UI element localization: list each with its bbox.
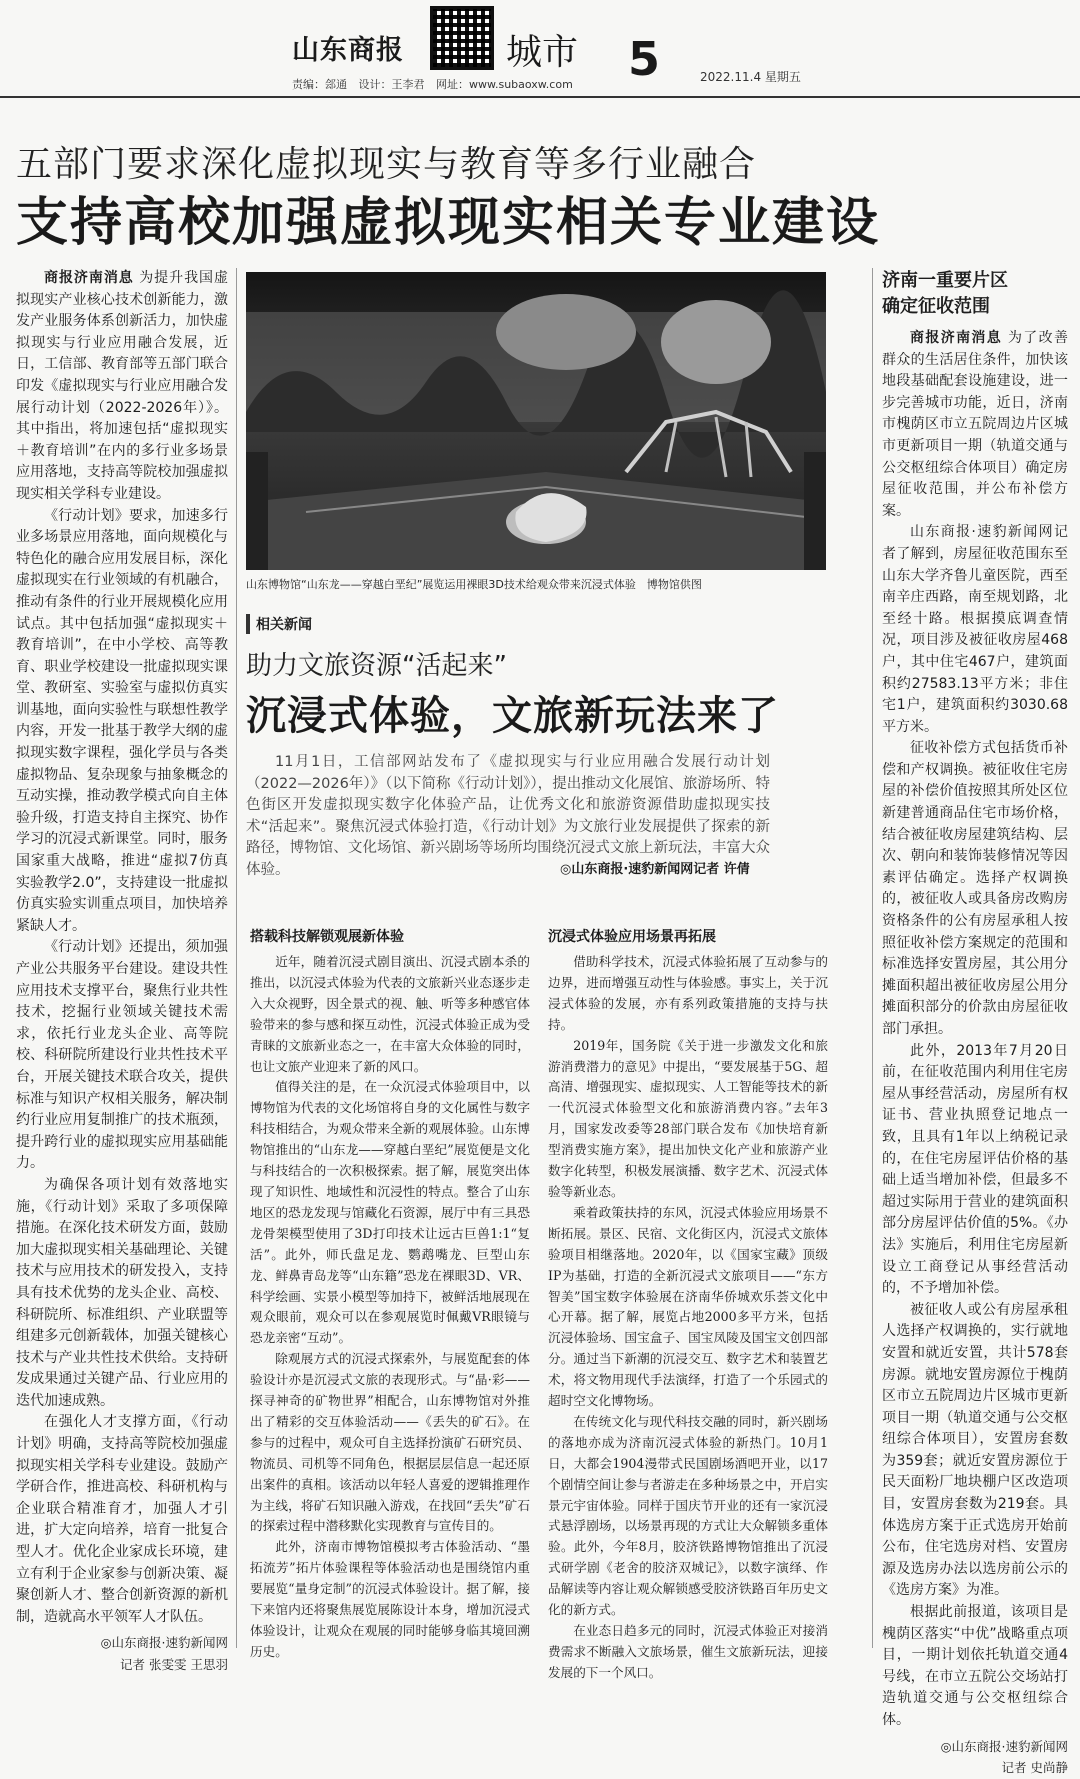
qr-code-icon xyxy=(430,6,494,70)
article-paragraph: 山东商报·速豹新闻网记者了解到，房屋征收范围东至山东大学齐鲁儿童医院，西至南辛庄西路，南至规划路，北至经十路。根据摸底调查情况，项目涉及被征收房屋468户，其中住宅467户，建筑面积约27583.13平方米；非住宅1户，建筑面积约3030.68平方米。 xyxy=(882,524,1068,735)
right-title-line: 确定征收范围 xyxy=(882,296,990,317)
editor-credit: 责编：郐通 xyxy=(292,78,347,91)
byline-outlet: ◎山东商报·速豹新闻网 xyxy=(100,1635,228,1651)
website-url: 网址：www.subaoxw.com xyxy=(436,78,573,91)
byline-outlet: ◎山东商报·速豹新闻网 xyxy=(940,1738,1068,1754)
main-headline: 支持高校加强虚拟现实相关专业建设 xyxy=(16,193,881,253)
byline-reporters: 记者 史尚静 xyxy=(1001,1760,1068,1776)
photo-caption: 山东博物馆“山东龙——穿越白垩纪”展览运用裸眼3D技术给观众带来沉浸式体验 博物馆供图 xyxy=(246,578,702,591)
article-paragraph: 近年，随着沉浸式剧目演出、沉浸式剧本杀的推出，以沉浸式体验为代表的文旅新兴业态逐步走入大众视野，因全景式的视、触、听等多种感官体验带来的参与感和探互动性，沉浸式体验正成为受青睐的文旅新业态之一，在丰富大众体验的同时，也让文旅产业迎来了新的风口。 xyxy=(250,954,530,1074)
article-paragraph: 此外，2013年7月20日前，在征收范围内利用住宅房屋从事经营活动，房屋所有权证书、营业执照登记地点一致，且具有1年以上纳税记录的，在住宅房屋评估价格的基础上适当增加补偿，但最多不超过实际用于营业的建筑面积部分房屋评估价值的5%。《办法》实施后，利用住宅房屋新设立工商登记从事经营活动的，不予增加补偿。 xyxy=(882,1042,1068,1297)
section-title: 城市 xyxy=(506,32,579,73)
related-column-b xyxy=(548,952,828,1680)
related-kicker: 助力文旅资源“活起来” xyxy=(246,651,507,681)
related-column-a xyxy=(250,952,530,1659)
right-title-line: 济南一重要片区 xyxy=(882,270,1008,291)
newspaper-logo: 山东商报 xyxy=(292,35,404,66)
related-news-label: 相关新闻 xyxy=(246,614,312,634)
main-kicker: 五部门要求深化虚拟现实与教育等多行业融合 xyxy=(16,144,757,185)
lead-tag: 商报济南消息 xyxy=(910,330,1003,346)
right-article xyxy=(882,268,1069,1776)
article-paragraph: 被征收人或公有房屋承租人选择产权调换的，实行就地安置和就近安置，共计578套房源。就地安置房源位于槐荫区市立五院周边片区城市更新项目一期（轨道交通与公交枢纽综合体项目），安置房套数为359套；就近安置房源位于民天面粉厂地块棚户区改造项目，安置房套数为219套。具体选房方案于正式选房开始前公布，住宅选房对档、安置房源及选房办法以选房前公示的《选房方案》为准。 xyxy=(882,1301,1068,1599)
right-article-title xyxy=(882,268,1068,320)
byline xyxy=(882,1736,1068,1779)
section-a-title: 搭载科技解锁观展新体验 xyxy=(250,929,404,945)
article-paragraph: 借助科学技术，沉浸式体验拓展了互动参与的边界，进而增强互动性与体验感。事实上，关于沉浸式体验的发展，亦有系列政策措施的支持与扶持。 xyxy=(548,954,828,1032)
article-paragraph: 值得关注的是，在一众沉浸式体验项目中，以博物馆为代表的文化场馆将自身的文化属性与数字科技相结合，为观众带来全新的观展体验。山东博物馆推出的“山东龙——穿越白垩纪”展览便是文化与科技结合的一次积极探索。据了解，展览突出体现了知识性、地域性和沉浸性的特点。整合了山东地区的恐龙发现与馆藏化石资源，展厅中有三具恐龙骨架模型使用了3D打印技术让远古巨兽1:1“复活”。此外，师氏盘足龙、鹦鹉嘴龙、巨型山东龙、鲜鼻青岛龙等“山东籍”恐龙在裸眼3D、VR、科学绘画、实景小模型等加持下，被鲜活地展现在观众眼前，观众可以在参观展览时佩戴VR眼镜与恐龙亲密“互动”。 xyxy=(250,1079,530,1346)
byline-reporters: 记者 张雯雯 王思羽 xyxy=(120,1657,228,1672)
article-paragraph: 2019年，国务院《关于进一步激发文化和旅游消费潜力的意见》中提出，“要发展基于5G、超高清、增强现实、虚拟现实、人工智能等技术的新一代沉浸式体验型文化和旅游消费内容。”去年3月，国家发改委等28部门联合发布《加快培育新型消费实施方案》，提出加快文化产业和旅游产业数字化转型，积极发展演播、数字艺术、沉浸式体验等新业态。 xyxy=(548,1037,828,1199)
issue-date: 2022.11.4 星期五 xyxy=(700,70,801,84)
main-article xyxy=(16,268,229,1672)
article-paragraph: 征收补偿方式包括货币补偿和产权调换。被征收住宅房屋的补偿价值按照其所处区位新建普通商品住宅市场价格，结合被征收房屋建筑结构、层次、朝向和装饰装修情况等因素评估确定。选择产权调换的，被征收人或具备房改购房资格条件的公有房屋承租人按照征收补偿方案规定的范围和标准选择安置房屋，其公用分摊面积超出被征收房屋公用分摊面积部分的价款由房屋征收部门承担。 xyxy=(882,740,1068,1037)
article-paragraph: 为确保各项计划有效落地实施，《行动计划》采取了多项保障措施。在深化技术研发方面，鼓励加大虚拟现实相关基础理论、关键技术与应用技术的研发投入，支持具有技术优势的龙头企业、高校、科研院所、标准组织、产业联盟等组建多元创新载体，加强关键核心技术与产业共性技术供给。支持研发成果通过关键产品、行业应用的迭代加速成熟。 xyxy=(16,1176,228,1409)
article-paragraph: 为了改善群众的生活居住条件，加快该地段基础配套设施建设，进一步完善城市功能，近日，济南市槐荫区市立五院周边片区城市更新项目一期（轨道交通与公交枢纽综合体项目）确定房屋征收范围，并公布补偿方案。 xyxy=(882,330,1069,519)
masthead-rule xyxy=(0,96,1080,98)
article-paragraph: 《行动计划》还提出，须加强产业公共服务平台建设。建设共性应用技术支撑平台，聚焦行业共性技术，挖掘行业领域关键技术需求，依托行业龙头企业、高等院校、科研院所建设行业共性技术平台，开展关键技术联合攻关，提供标准与知识产权相关服务，解决制约行业应用复制推广的技术瓶颈，提升跨行业的虚拟现实应用基础能力。 xyxy=(16,939,228,1172)
lead-tag: 商报济南消息 xyxy=(44,270,134,286)
section-b-title: 沉浸式体验应用场景再拓展 xyxy=(548,929,716,945)
article-paragraph: 在传统文化与现代科技交融的同时，新兴剧场的落地亦成为济南沉浸式体验的新热门。10月1日，大都会1904漫带式民国剧场酒吧开业，以17个剧情空间让参与者游走在多种场景之中，开启实景元宇宙体验。同样于国庆节开业的还有一家沉浸式悬浮剧场，以场景再现的方式让大众解锁多重体验。此外，今年8月，胶济铁路博物馆推出了沉浸式研学剧《老舍的胶济双城记》，以数字演绎、作品解读等内容让观众解锁感受胶济铁路百年历史文化的新方式。 xyxy=(548,1413,828,1618)
page-number: 5 xyxy=(628,32,661,86)
museum-photo xyxy=(246,272,826,570)
related-byline: ◎山东商报·速豹新闻网记者 许倩 xyxy=(560,862,750,877)
column-divider xyxy=(872,268,873,1648)
byline xyxy=(16,1632,228,1675)
article-paragraph: 乘着政策扶持的东风，沉浸式体验应用场景不断拓展。景区、民宿、文化街区内，沉浸式文旅体验项目相继落地。2020年，以《国家宝藏》顶级IP为基础，打造的全新沉浸式文旅项目——“东方智美”国宝数字体验展在济南华侨城欢乐荟文化中心开幕。据了解，展览占地2000多平方米，包括沉浸体验场、国宝盒子、国宝凤陵及国宝文创四部分。通过当下新潮的沉浸交互、数字艺术和装置艺术，将文物用现代手法演绎，打造了一个乐园式的超时空文化博物场。 xyxy=(548,1204,828,1409)
article-paragraph: 根据此前报道，该项目是槐荫区落实“中优”战略重点项目，一期计划依托轨道交通4号线，在市立五院公交场站打造轨道交通与公交枢纽综合体。 xyxy=(882,1604,1068,1728)
masthead-meta xyxy=(292,76,581,92)
article-paragraph: 为提升我国虚拟现实产业核心技术创新能力，激发产业服务体系创新活力，加快虚拟现实与行业应用融合发展，近日，工信部、教育部等五部门联合印发《虚拟现实与行业应用融合发展行动计划（2022-2026年）》。其中指出，将加速包括“虚拟现实＋教育培训”在内的多行业多场景应用落地，支持高等院校加强虚拟现实相关学科专业建设。 xyxy=(16,270,229,502)
related-headline: 沉浸式体验，文旅新玩法来了 xyxy=(246,693,779,739)
intro-paragraph: 11月1日，工信部网站发布了《虚拟现实与行业应用融合发展行动计划（2022—2026年）》（以下简称《行动计划》），提出推动文化展馆、旅游场所、特色街区开发虚拟现实数字化体验产品，让优秀文化和旅游资源借助虚拟现实技术“活起来”。聚焦沉浸式体验打造，《行动计划》为文旅行业发展提供了探索的新路径，博物馆、文化场馆、新兴剧场等场所均围绕沉浸式文旅上新玩法，丰富大众体验。 xyxy=(246,754,770,878)
column-divider xyxy=(236,268,237,1648)
article-paragraph: 除观展方式的沉浸式探索外，与展览配套的体验设计亦是沉浸式文旅的表现形式。与“晶·彩——探寻神奇的矿物世界”相配合，山东博物馆对外推出了精彩的交互体验活动——《丢失的矿石》。在参与的过程中，观众可自主选择扮演矿石研究员、物流员、司机等不同角色，根据层层信息一起还原出案件的真相。该活动以年轻人喜爱的逻辑推理作为主线，将矿石知识融入游戏，在找回“丢失”矿石的探索过程中潜移默化实现教育与宣传目的。 xyxy=(250,1351,530,1534)
article-paragraph: 《行动计划》要求，加速多行业多场景应用落地，面向规模化与特色化的融合应用发展目标，深化虚拟现实在行业领域的有机融合，推动有条件的行业开展规模化应用试点。其中包括加强“虚拟现实＋教育培训”，在中小学校、高等教育、职业学校建设一批虚拟现实课堂、教研室、实验室与虚拟仿真实训基地，面向实验性与联想性教学内容，开发一批基于教学大纲的虚拟现实数字课程，强化学员与各类虚拟物品、复杂现象与抽象概念的互动实操，推动教学模式向自主体验升级，打造支持自主探究、协作学习的沉浸式新课堂。同时，服务国家重大战略，推进“虚拟7仿真实验教学2.0”，支持建设一批虚拟仿真实验实训重点项目，加快培养紧缺人才。 xyxy=(16,507,228,934)
article-paragraph: 在强化人才支撑方面，《行动计划》明确，支持高等院校加强虚拟现实相关学科专业建设。鼓励产学研合作，推进高校、科研机构与企业联合精准育才，加强人才引进，扩大定向培养，培育一批复合型人才。优化企业家成长环境，建立有利于企业家参与创新决策、凝聚创新人才、整合创新资源的新机制，造就高水平领军人才队伍。 xyxy=(16,1414,228,1625)
dinosaur-exhibit-image xyxy=(246,272,826,570)
designer-credit: 设计：王李君 xyxy=(358,78,425,91)
article-paragraph: 此外，济南市博物馆模拟考古体验活动、“墨拓流芳”拓片体验课程等体验活动也是围绕馆内重要展览“量身定制”的沉浸式体验设计。据了解，接下来馆内还将聚焦展览展陈设计本身，增加沉浸式体验设计，让观众在观展的同时能够身临其境回溯历史。 xyxy=(250,1539,530,1659)
article-paragraph: 在业态日趋多元的同时，沉浸式体验正对接消费需求不断融入文旅场景，催生文旅新玩法，迎接发展的下一个风口。 xyxy=(548,1623,828,1680)
